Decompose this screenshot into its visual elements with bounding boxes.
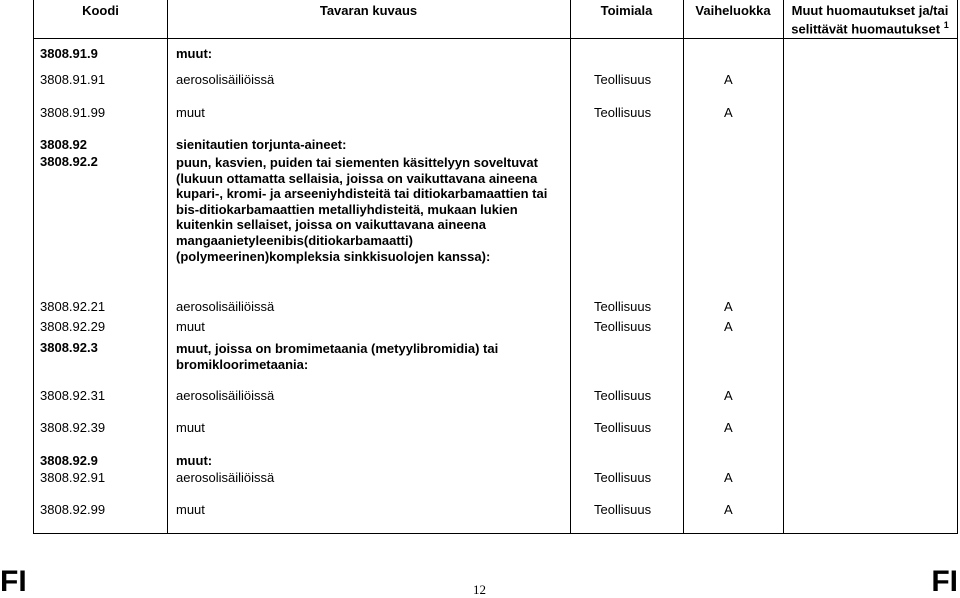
header-toimiala: Toimiala [600, 3, 653, 18]
row-code: 3808.92.3 [40, 340, 98, 355]
row-description: sienitautien torjunta-aineet: [176, 137, 347, 152]
column-divider [683, 0, 684, 533]
row-description: muut [176, 319, 205, 334]
row-code: 3808.91.91 [40, 72, 106, 87]
row-code: 3808.92.21 [40, 299, 106, 314]
row-stage: A [724, 105, 733, 120]
row-stage: A [724, 502, 733, 517]
row-sector: Teollisuus [594, 105, 652, 120]
footer-language-left: FI [0, 565, 27, 598]
tariff-table [33, 0, 958, 534]
row-sector: Teollisuus [594, 470, 652, 485]
row-description: aerosolisäiliöissä [176, 72, 275, 87]
row-description: muut: [176, 46, 213, 61]
header-koodi: Koodi [82, 3, 119, 18]
row-sector: Teollisuus [594, 502, 652, 517]
page-number: 12 [473, 582, 486, 597]
row-sector: Teollisuus [594, 299, 652, 314]
row-code: 3808.92.31 [40, 388, 106, 403]
header-vaiheluokka: Vaiheluokka [695, 3, 771, 18]
row-code: 3808.92.9 [40, 453, 98, 468]
row-description: muut: [176, 453, 213, 468]
row-code: 3808.92.91 [40, 470, 106, 485]
footer-language-right: FI [931, 565, 958, 598]
row-code: 3808.92.2 [40, 154, 98, 169]
header-huomautukset [783, 0, 957, 38]
row-code: 3808.92.39 [40, 420, 106, 435]
row-stage: A [724, 388, 733, 403]
row-stage: A [724, 299, 733, 314]
header-huomautukset-line1: Muut huomautukset ja/tai [791, 3, 949, 18]
row-stage: A [724, 319, 733, 334]
row-description: aerosolisäiliöissä [176, 299, 275, 314]
row-code: 3808.92.29 [40, 319, 106, 334]
row-description: aerosolisäiliöissä [176, 388, 275, 403]
header-huomautukset-line2: selittävät huomautukset [791, 21, 941, 37]
row-stage: A [724, 72, 733, 87]
row-sector: Teollisuus [594, 388, 652, 403]
row-sector: Teollisuus [594, 420, 652, 435]
table-header [34, 0, 957, 39]
row-description: puun, kasvien, puiden tai siementen käsittelyyn soveltuvat (lukuun ottamatta sellaisia, joissa on vaikuttavana aineena kupari-, kromi- ja arseeniyhdisteitä tai ditiokarbamaattien tai bis-ditiokarbamaattien metalliyhdisteitä, mukaan lukien kuitenkin sellaiset, joissa on vaikuttavana aineena mangaanietyleenibis(ditiokarbamaatti)(polymeerinen)kompleksia sinkkisuolojen kanssa): [176, 155, 548, 264]
row-stage: A [724, 420, 733, 435]
row-sector: Teollisuus [594, 319, 652, 334]
row-code: 3808.91.99 [40, 105, 106, 120]
column-divider [167, 0, 168, 533]
row-description: aerosolisäiliöissä [176, 470, 275, 485]
row-stage: A [724, 470, 733, 485]
header-kuvaus: Tavaran kuvaus [319, 3, 418, 18]
row-description: muut [176, 502, 205, 517]
column-divider [570, 0, 571, 533]
row-code: 3808.92 [40, 137, 87, 152]
row-description: muut [176, 105, 205, 120]
row-sector: Teollisuus [594, 72, 652, 87]
row-code: 3808.92.99 [40, 502, 106, 517]
footnote-marker: 1 [943, 20, 949, 30]
column-divider [783, 0, 784, 533]
row-description: muut [176, 420, 205, 435]
row-code: 3808.91.9 [40, 46, 98, 61]
row-description: muut, joissa on bromimetaania (metyylibromidia) tai bromikloorimetaania: [176, 341, 499, 372]
